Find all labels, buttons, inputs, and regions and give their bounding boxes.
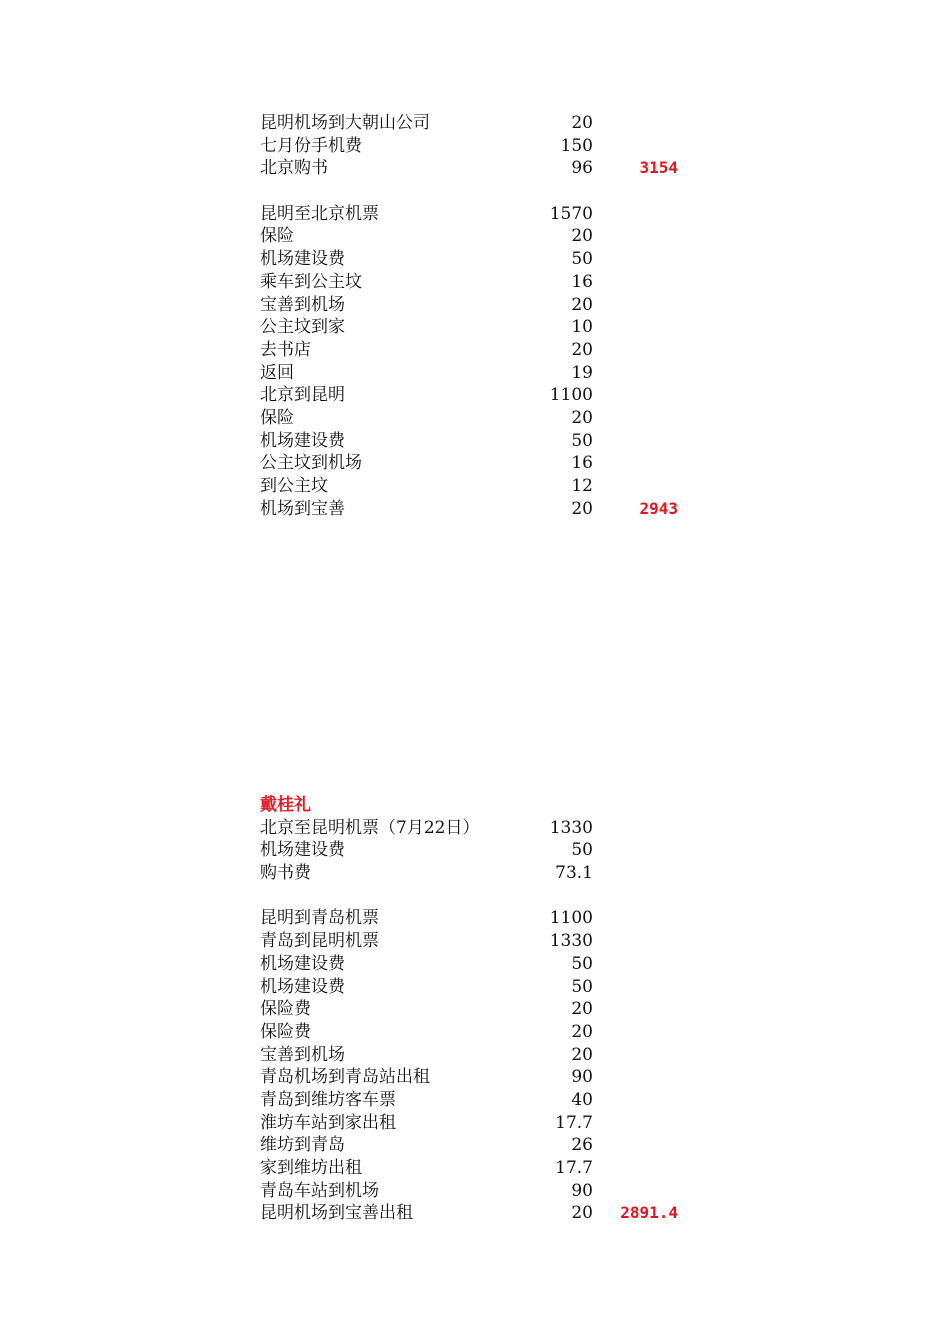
- expense-row: [260, 112, 680, 135]
- expense-label: 北京到昆明: [260, 385, 345, 406]
- expense-row: [260, 998, 680, 1021]
- expense-label: 公主坟到机场: [260, 453, 362, 474]
- expense-label: 保险: [260, 407, 294, 428]
- expense-label: 返回: [260, 362, 294, 383]
- expense-row: [260, 498, 680, 521]
- group-total: 3154: [639, 158, 678, 178]
- expense-label: 购书费: [260, 863, 311, 884]
- expense-row: [260, 135, 680, 158]
- expense-amount: 20: [571, 339, 593, 360]
- expense-amount: 20: [571, 1021, 593, 1042]
- expense-amount: 17.7: [555, 1112, 593, 1133]
- expense-section-2: [260, 794, 680, 1225]
- expense-amount: 20: [571, 294, 593, 315]
- expense-row: [260, 248, 680, 271]
- expense-row: [260, 953, 680, 976]
- expense-amount: 1330: [549, 931, 593, 952]
- expense-label: 淮坊车站到家出租: [260, 1112, 396, 1133]
- expense-amount: 1100: [549, 385, 593, 406]
- expense-row: [260, 930, 680, 953]
- expense-row: [260, 384, 680, 407]
- expense-label: 机场建设费: [260, 953, 345, 974]
- expense-amount: 19: [571, 362, 593, 383]
- expense-amount: 90: [571, 1067, 593, 1088]
- expense-label: 昆明至北京机票: [260, 203, 379, 224]
- expense-label: 昆明机场到宝善出租: [260, 1203, 413, 1224]
- expense-amount: 26: [571, 1135, 593, 1156]
- expense-amount: 20: [571, 1203, 593, 1224]
- expense-amount: 20: [571, 113, 593, 133]
- expense-row: [260, 339, 680, 362]
- expense-label: 保险: [260, 226, 294, 247]
- expense-amount: 90: [571, 1180, 593, 1201]
- expense-amount: 20: [571, 498, 593, 519]
- expense-row: [260, 1066, 680, 1089]
- expense-amount: 16: [571, 453, 593, 474]
- expense-row: [260, 1134, 680, 1157]
- expense-row: [260, 203, 680, 226]
- expense-row: [260, 407, 680, 430]
- expense-label: 乘车到公主坟: [260, 271, 362, 292]
- expense-label: 家到维坊出租: [260, 1158, 362, 1178]
- expense-amount: 150: [560, 135, 593, 156]
- expense-amount: 50: [571, 430, 593, 451]
- expense-row: [260, 1112, 680, 1135]
- expense-label: 北京购书: [260, 158, 328, 179]
- expense-row: [260, 1089, 680, 1112]
- expense-label: 保险费: [260, 1021, 311, 1042]
- expense-amount: 50: [571, 976, 593, 997]
- expense-label: 机场建设费: [260, 976, 345, 997]
- expense-label: 昆明到青岛机票: [260, 908, 379, 929]
- expense-label: 保险费: [260, 999, 311, 1020]
- expense-label: 宝善到机场: [260, 1044, 345, 1065]
- expense-label: 七月份手机费: [260, 135, 362, 156]
- group-total: 2891.4: [620, 1203, 678, 1223]
- expense-label: 到公主坟: [260, 476, 328, 496]
- expense-label: 机场到宝善: [260, 498, 345, 519]
- expense-label: 青岛到维坊客车票: [260, 1089, 396, 1110]
- group-spacer: [260, 885, 680, 908]
- expense-row: [260, 1180, 680, 1203]
- expense-amount: 1100: [549, 908, 593, 929]
- expense-amount: 50: [571, 249, 593, 270]
- expense-row: [260, 1044, 680, 1067]
- expense-row: [260, 1021, 680, 1044]
- expense-label: 青岛机场到青岛站出租: [260, 1067, 430, 1088]
- expense-row: [260, 976, 680, 999]
- expense-label: 青岛到昆明机票: [260, 931, 379, 952]
- expense-amount: 20: [571, 226, 593, 247]
- expense-label: 北京至昆明机票（7月22日）: [260, 817, 480, 838]
- expense-amount: 40: [571, 1089, 593, 1110]
- expense-row: [260, 430, 680, 453]
- expense-row: [260, 316, 680, 339]
- expense-amount: 20: [571, 1044, 593, 1065]
- expense-row: [260, 907, 680, 930]
- expense-row: [260, 271, 680, 294]
- expense-row: [260, 362, 680, 385]
- expense-amount: 50: [571, 840, 593, 861]
- expense-row: [260, 225, 680, 248]
- expense-amount: 1330: [549, 817, 593, 838]
- expense-label: 去书店: [260, 339, 311, 360]
- expense-amount: 12: [571, 476, 593, 496]
- expense-amount: 1570: [549, 203, 593, 224]
- expense-label: 机场建设费: [260, 249, 345, 270]
- expense-label: 公主坟到家: [260, 317, 345, 338]
- expense-section-1: [260, 112, 680, 520]
- expense-label: 宝善到机场: [260, 294, 345, 315]
- expense-label: 昆明机场到大朝山公司: [260, 113, 430, 133]
- expense-amount: 16: [571, 271, 593, 292]
- expense-row: [260, 1202, 680, 1225]
- expense-row: [260, 157, 680, 180]
- expense-amount: 73.1: [555, 863, 593, 884]
- expense-label: 维坊到青岛: [260, 1135, 345, 1156]
- expense-row: [260, 294, 680, 317]
- expense-amount: 10: [571, 317, 593, 338]
- group-total: 2943: [639, 498, 678, 518]
- expense-label: 机场建设费: [260, 430, 345, 451]
- expense-row: [260, 452, 680, 475]
- expense-row: [260, 862, 680, 885]
- expense-label: 机场建设费: [260, 840, 345, 861]
- expense-amount: 20: [571, 999, 593, 1020]
- expense-amount: 20: [571, 407, 593, 428]
- expense-amount: 17.7: [555, 1158, 593, 1178]
- expense-amount: 96: [571, 158, 593, 179]
- group-spacer: [260, 180, 680, 203]
- person-name-heading: 戴桂礼: [260, 795, 311, 815]
- expense-label: 青岛车站到机场: [260, 1180, 379, 1201]
- expense-row: [260, 839, 680, 862]
- expense-amount: 50: [571, 953, 593, 974]
- expense-row: [260, 817, 680, 840]
- expense-row: [260, 475, 680, 498]
- expense-row: [260, 1157, 680, 1180]
